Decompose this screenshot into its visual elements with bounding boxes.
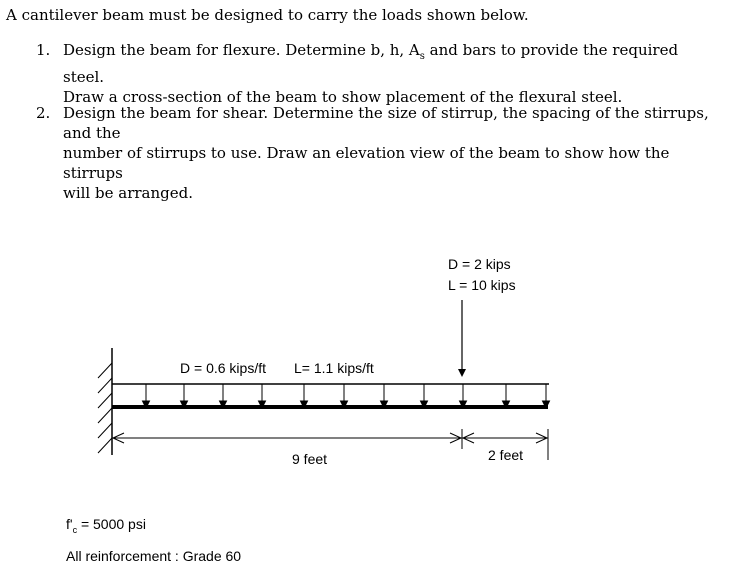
span-9ft-label: 9 feet [292,451,328,467]
beam [112,405,548,409]
task-1-line-1: Design the beam for flexure. Determine b, h, $A_s$ and bars to provide the required steel. [63,41,679,86]
intro-text: A cantilever beam must be designed to carry the loads shown below. [6,6,529,24]
point-load-arrow [458,300,466,377]
span-2ft-label: 2 feet [488,447,524,463]
dimension-line-9ft [112,433,462,443]
distributed-live-label: L= 1.1 kips/ft [294,360,374,376]
task-2-line-1: Design the beam for shear. Determine the size of stirrup, the spacing of the stirrups, and the [63,104,709,142]
point-load-live-label: L = 10 kips [448,277,516,293]
distributed-dead-label: D = 0.6 kips/ft [180,360,266,376]
task-1-number: 1. [36,41,51,59]
task-2-line-3: will be arranged. [63,184,193,202]
task-2-number: 2. [36,104,51,122]
concrete-strength: $f'_c = 5000$ psi [66,516,146,535]
reinforcement-grade: All reinforcement : Grade 60 [66,548,242,564]
task-2-line-2: number of stirrups to use. Draw an elevation view of the beam to show how the stirrups [63,144,670,182]
point-load-dead-label: D = 2 kips [448,256,511,272]
task-1-line-2: Draw a cross-section of the beam to show placement of the flexural steel. [63,88,623,106]
support-hatching [98,363,112,453]
distributed-load-arrows [143,384,550,408]
